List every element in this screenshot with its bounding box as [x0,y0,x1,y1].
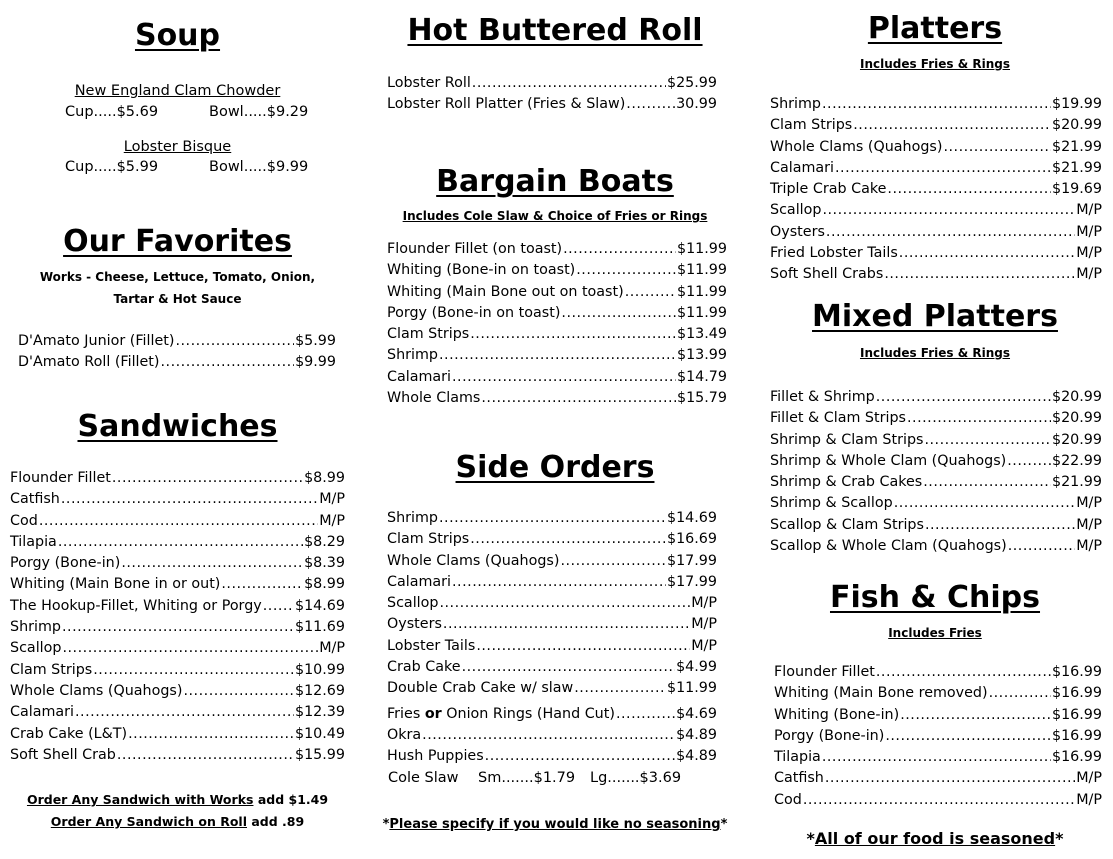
list-item: Crab Cake (L&T) ..... $10.49 [10,724,345,745]
list-item: Scallop & Clam Strips ..... M/P [770,515,1102,536]
favorites-note-1: Works - Cheese, Lettuce, Tomato, Onion, [39,270,316,284]
list-item: Scallop ..... M/P [770,200,1102,221]
bisque-name: Lobster Bisque [123,139,232,155]
list-item: Whiting (Bone-in on toast) ..... $11.99 [387,260,727,281]
list-item: Double Crab Cake w/ slaw ..... $11.99 [387,678,717,699]
list-item: Tilapia ..... $16.99 [774,747,1102,768]
cole-slaw-row [388,768,681,789]
list-item: Shrimp ..... $13.99 [387,345,727,366]
list-item: Clam Strips ..... $20.99 [770,115,1102,136]
side-title: Side Orders [455,450,655,485]
list-item: Porgy (Bone-in) ..... $8.39 [10,553,345,574]
list-item: Crab Cake ..... $4.99 [387,657,717,678]
list-item: Calamari ..... $14.79 [387,367,727,388]
fishchips-note: Includes Fries [888,626,982,640]
list-item: Cod ..... M/P [774,790,1102,811]
list-item: Triple Crab Cake ..... $19.69 [770,179,1102,200]
list-item: Calamari ..... $12.39 [10,702,345,723]
list-item: Fillet & Clam Strips ..... $20.99 [770,408,1102,429]
favorites-title: Our Favorites [63,224,292,259]
list-item: Oysters ..... M/P [770,222,1102,243]
chowder-cup: Cup.....$5.69 [65,104,159,120]
list-item: Okra ..... $4.89 [387,725,717,746]
list-item: Soft Shell Crabs ..... M/P [770,264,1102,285]
list-item: Scallop ..... M/P [10,638,345,659]
list-item: Whiting (Main Bone removed) ..... $16.99 [774,683,1102,704]
list-item: Lobster Roll Platter (Fries & Slaw) ..... 30.99 [387,94,717,115]
list-item: Soft Shell Crab ..... $15.99 [10,745,345,766]
seasoning-note: *Please specify if you would like no seasoning* [382,817,728,832]
list-item: Porgy (Bone-in on toast) ..... $11.99 [387,303,727,324]
fishchips-title: Fish & Chips [829,580,1041,615]
list-item: Cod ..... M/P [10,511,345,532]
hot-roll-title: Hot Buttered Roll [407,13,703,48]
list-item: The Hookup-Fillet, Whiting or Porgy ..... $14.69 [10,596,345,617]
platters-list [770,94,1102,286]
list-item: Calamari ..... $17.99 [387,572,717,593]
list-item: Fries or Onion Rings (Hand Cut) ..... $4.69 [387,704,717,725]
cole-slaw-large: Lg.......$3.69 [590,770,682,786]
side-list [387,508,717,768]
list-item: Clam Strips ..... $10.99 [10,660,345,681]
bargain-list [387,239,727,409]
list-item: Shrimp ..... $14.69 [387,508,717,529]
favorites-list [18,331,336,374]
hot-roll-list [387,73,717,116]
list-item: Flounder Fillet ..... $16.99 [774,662,1102,683]
list-item: Whiting (Main Bone in or out) ..... $8.99 [10,574,345,595]
seasoned-note: *All of our food is seasoned* [806,829,1064,848]
chowder-bowl: Bowl.....$9.29 [209,104,309,120]
chowder-name: New England Clam Chowder [74,83,281,99]
mixed-title: Mixed Platters [812,299,1058,334]
favorites-note-2: Tartar & Hot Sauce [113,292,242,306]
bargain-title: Bargain Boats [436,164,674,199]
list-item: Hush Puppies ..... $4.89 [387,746,717,767]
sandwiches-title: Sandwiches [77,409,278,444]
list-item: Shrimp ..... $11.69 [10,617,345,638]
list-item: Calamari ..... $21.99 [770,158,1102,179]
list-item: Whole Clams (Quahogs) ..... $21.99 [770,137,1102,158]
bargain-note: Includes Cole Slaw & Choice of Fries or Rings [402,209,708,223]
list-item: Lobster Tails ..... M/P [387,636,717,657]
list-item: Catfish ..... M/P [10,489,345,510]
list-item: Whole Clams (Quahogs) ..... $12.69 [10,681,345,702]
list-item: Shrimp & Scallop ..... M/P [770,493,1102,514]
list-item: Lobster Roll ..... $25.99 [387,73,717,94]
cole-slaw-small: Sm.......$1.79 [478,770,576,786]
list-item: Clam Strips ..... $13.49 [387,324,727,345]
sandwich-works-note: Order Any Sandwich with Works add $1.49 [26,792,329,807]
list-item: Shrimp & Clam Strips ..... $20.99 [770,430,1102,451]
list-item: Oysters ..... M/P [387,614,717,635]
fishchips-list [774,662,1102,811]
list-item: Whiting (Bone-in) ..... $16.99 [774,705,1102,726]
list-item: Porgy (Bone-in) ..... $16.99 [774,726,1102,747]
list-item: D'Amato Roll (Fillet) ..... $9.99 [18,352,336,373]
mixed-note: Includes Fries & Rings [859,346,1011,360]
chowder-prices [65,102,308,123]
bisque-cup: Cup.....$5.99 [65,159,159,175]
bisque-prices [65,157,308,178]
list-item: Whole Clams (Quahogs) ..... $17.99 [387,551,717,572]
platters-note: Includes Fries & Rings [859,57,1011,71]
list-item: Shrimp ..... $19.99 [770,94,1102,115]
list-item: Whole Clams ..... $15.79 [387,388,727,409]
list-item: Clam Strips ..... $16.69 [387,529,717,550]
soup-title: Soup [134,18,221,53]
list-item: Shrimp & Crab Cakes ..... $21.99 [770,472,1102,493]
list-item: Tilapia ..... $8.29 [10,532,345,553]
platters-title: Platters [867,11,1003,46]
list-item: Fillet & Shrimp ..... $20.99 [770,387,1102,408]
cole-slaw-label: Cole Slaw [388,770,459,786]
sandwich-roll-note: Order Any Sandwich on Roll add .89 [50,814,305,829]
list-item: Shrimp & Whole Clam (Quahogs) ..... $22.99 [770,451,1102,472]
list-item: D'Amato Junior (Fillet) ..... $5.99 [18,331,336,352]
bisque-bowl: Bowl.....$9.99 [209,159,309,175]
list-item: Catfish ..... M/P [774,768,1102,789]
list-item: Fried Lobster Tails ..... M/P [770,243,1102,264]
list-item: Flounder Fillet ..... $8.99 [10,468,345,489]
mixed-list [770,387,1102,557]
list-item: Scallop ..... M/P [387,593,717,614]
list-item: Scallop & Whole Clam (Quahogs) ..... M/P [770,536,1102,557]
list-item: Flounder Fillet (on toast) ..... $11.99 [387,239,727,260]
list-item: Whiting (Main Bone out on toast) ..... $11.99 [387,282,727,303]
sandwiches-list [10,468,345,766]
